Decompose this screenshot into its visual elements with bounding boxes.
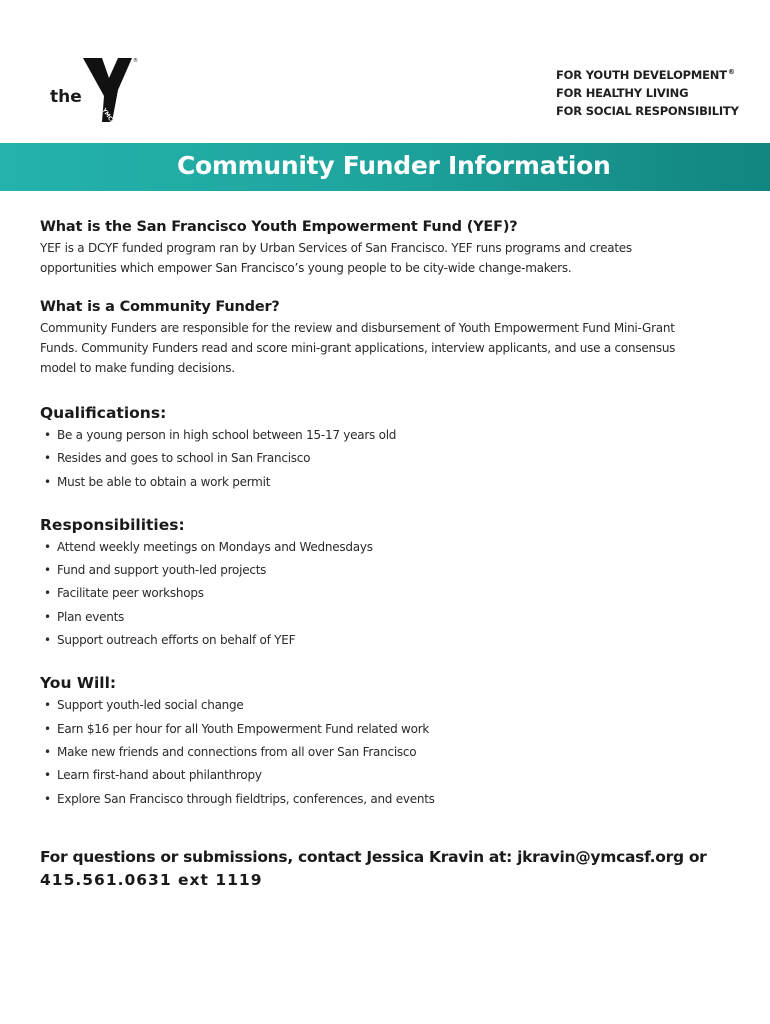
bullet-glyph: • [44, 428, 51, 442]
tagline-line-3: FOR SOCIAL RESPONSIBILITY [556, 103, 739, 118]
document-body [40, 216, 720, 811]
bullet-glyph: • [44, 791, 51, 806]
bullet-glyph: • [44, 633, 51, 648]
bullet-glyph: • [44, 474, 51, 489]
bullet-glyph: • [44, 721, 51, 736]
list-item: • Explore San Francisco through fieldtrips, conferences, and events [40, 788, 720, 811]
list-item: • Plan events [40, 606, 720, 629]
list-item: • Support youth-led social change [40, 694, 720, 717]
list-item: • Learn first-hand about philanthropy [40, 764, 720, 787]
contact-line-1: For questions or submissions, contact Jessica Kravin at: jkravin@ymcasf.org or [40, 848, 707, 866]
bullet-glyph: • [44, 609, 51, 624]
yef-line-2: opportunities which empower San Francisco’s young people to be city-wide change-makers. [40, 261, 572, 275]
logo-registered-mark: ® [133, 58, 138, 64]
list-item: • Fund and support youth-led projects [40, 559, 720, 582]
qualifications-list [40, 424, 720, 494]
list-item: • Facilitate peer workshops [40, 582, 720, 605]
tagline [556, 63, 739, 120]
yef-line-1: YEF is a DCYF funded program ran by Urban Services of San Francisco. YEF runs programs and creates [40, 241, 632, 255]
tagline-registered-mark: ® [727, 68, 735, 76]
funder-line-2: Funds. Community Funders read and score mini-grant applications, interview applicants, and use a consensus [40, 341, 676, 355]
list-item: • Attend weekly meetings on Mondays and Wednesdays [40, 536, 720, 559]
bullet-glyph: • [44, 744, 51, 759]
list-item: • Must be able to obtain a work permit [40, 471, 720, 494]
contact-line-2: 415.561.0631 ext 1119 [40, 871, 263, 889]
funder-line-1: Community Funders are responsible for the review and disbursement of Youth Empowerment Fund Mini-Grant [40, 321, 675, 335]
responsibilities-heading: Responsibilities: [40, 515, 185, 534]
page-title: Community Funder Information [177, 151, 611, 180]
logo-ymca-text: YMCA [100, 107, 116, 126]
list-item: • Be a young person in high school between 15-17 years old [40, 424, 720, 447]
funder-paragraph [40, 318, 720, 378]
bullet-glyph: • [44, 698, 51, 713]
logo-the-text: the [50, 87, 82, 107]
you-will-heading: You Will: [40, 674, 117, 693]
ymca-logo [46, 54, 146, 126]
list-item: • Earn $16 per hour for all Youth Empowerment Fund related work [40, 718, 720, 741]
bullet-glyph: • [44, 451, 51, 466]
contact-info [40, 846, 707, 892]
bullet-glyph: • [44, 539, 51, 554]
yef-paragraph [40, 238, 720, 278]
bullet-glyph: • [44, 586, 51, 601]
list-item: • Support outreach efforts on behalf of YEF [40, 629, 720, 652]
tagline-line-1: FOR YOUTH DEVELOPMENT® [556, 67, 735, 82]
responsibilities-list [40, 536, 720, 652]
funder-heading: What is a Community Funder? [40, 299, 280, 315]
funder-line-3: model to make funding decisions. [40, 361, 235, 375]
you-will-list [40, 694, 720, 810]
list-item: • Resides and goes to school in San Francisco [40, 447, 720, 470]
qualifications-heading: Qualifications: [40, 404, 167, 422]
tagline-line-2: FOR HEALTHY LIVING [556, 85, 689, 100]
yef-heading: What is the San Francisco Youth Empowerment Fund (YEF)? [40, 219, 518, 235]
bullet-glyph: • [44, 768, 51, 783]
list-item: • Make new friends and connections from all over San Francisco [40, 741, 720, 764]
bullet-glyph: • [44, 563, 51, 578]
